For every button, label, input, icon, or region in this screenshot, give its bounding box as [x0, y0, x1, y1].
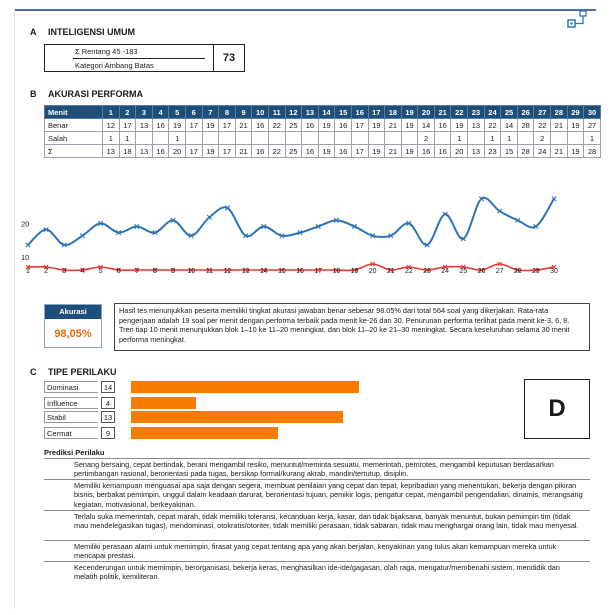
table-cell	[136, 132, 153, 145]
accuracy-label: Akurasi	[45, 305, 101, 319]
prediction-item: Kecenderungan untuk memimpin, berorganisasi, bekerja keras, menghasilkan ide-ide/gagasan, olah raga, mengatur/membenahi sistem, mendidik dan melatih politik, kemiliteran.	[74, 563, 560, 582]
table-cell: 25	[501, 106, 518, 119]
table-cell: 26	[517, 106, 534, 119]
table-cell: 17	[119, 119, 136, 132]
section-b-title: AKURASI PERFORMA	[48, 89, 144, 99]
trait-label: Influence	[44, 397, 98, 409]
x-tick-label-16: 16	[296, 268, 304, 275]
y-tick-label-10: 10	[21, 253, 30, 263]
table-cell	[567, 132, 584, 145]
x-tick-label-24: 24	[441, 268, 450, 275]
x-tick-label-9: 9	[171, 268, 176, 275]
x-tick-label-28: 28	[513, 268, 522, 275]
table-header-row	[45, 106, 601, 119]
x-tick-label-26: 26	[477, 268, 486, 275]
table-cell	[434, 132, 451, 145]
table-row	[45, 119, 601, 132]
x-tick-label-20: 20	[368, 268, 377, 275]
table-cell: 24	[534, 145, 551, 158]
table-cell: 13	[302, 106, 319, 119]
x-tick-label-11: 11	[205, 268, 214, 275]
table-cell	[401, 132, 418, 145]
table-cell: 21	[385, 119, 402, 132]
x-tick-label-14: 14	[259, 268, 268, 275]
trait-label: Stabil	[44, 411, 98, 423]
table-cell: 13	[468, 145, 485, 158]
x-tick-label-25: 25	[459, 268, 468, 275]
table-cell: 16	[418, 145, 435, 158]
prediction-item: Memiliki perasaan alami untuk memimpin, firasat yang cepat tentang apa yang akan berjalan, kenyakinan yang tulus akan kemampuan mereka untuk mencapai prestasi.	[74, 542, 557, 561]
table-cell: 1	[119, 132, 136, 145]
table-cell: 21	[235, 119, 252, 132]
table-cell: 9	[235, 106, 252, 119]
row-label: Salah	[45, 132, 103, 145]
x-tick-label-12: 12	[223, 268, 232, 275]
performance-chart	[14, 168, 600, 280]
series-line-salah	[28, 264, 554, 271]
table-cell	[285, 132, 302, 145]
table-cell: 22	[268, 119, 285, 132]
table-cell: 2	[534, 132, 551, 145]
section-b-letter: B	[30, 89, 37, 99]
table-cell: 14	[418, 119, 435, 132]
table-cell	[551, 132, 568, 145]
table-cell: 22	[451, 106, 468, 119]
table-cell: 14	[318, 106, 335, 119]
table-cell: 23	[484, 145, 501, 158]
table-cell: 16	[252, 119, 269, 132]
trait-label: Cermat	[44, 427, 98, 439]
table-cell: 18	[385, 106, 402, 119]
table-cell: 16	[152, 119, 169, 132]
table-cell: 18	[119, 145, 136, 158]
row-label: Σ	[45, 145, 103, 158]
table-cell: 3	[136, 106, 153, 119]
table-row	[45, 145, 601, 158]
table-cell: 13	[103, 145, 120, 158]
table-cell: 14	[501, 119, 518, 132]
table-cell: 1	[103, 106, 120, 119]
prediction-divider	[44, 561, 590, 562]
trait-bar	[131, 427, 278, 439]
table-cell	[335, 132, 352, 145]
table-cell: 10	[252, 106, 269, 119]
series-line-sigma	[28, 198, 554, 245]
table-cell: 12	[103, 119, 120, 132]
section-c-title: TIPE PERILAKU	[48, 367, 117, 377]
table-cell: 19	[318, 119, 335, 132]
x-tick-label-8: 8	[153, 268, 157, 275]
trait-value: 14	[101, 381, 115, 393]
table-cell: 19	[202, 145, 219, 158]
table-row	[45, 132, 601, 145]
table-cell: 6	[185, 106, 202, 119]
table-cell: 28	[517, 145, 534, 158]
table-cell: 13	[136, 119, 153, 132]
x-tick-label-13: 13	[241, 268, 250, 275]
table-cell: 16	[335, 145, 352, 158]
table-cell: 1	[584, 132, 601, 145]
table-cell: 16	[434, 145, 451, 158]
trait-bar	[131, 397, 196, 409]
table-cell: 23	[468, 106, 485, 119]
table-cell: 21	[385, 145, 402, 158]
table-cell: 16	[335, 119, 352, 132]
section-a-letter: A	[30, 27, 37, 37]
table-cell: 17	[351, 145, 368, 158]
table-cell: 20	[169, 145, 186, 158]
table-cell: 5	[169, 106, 186, 119]
table-cell: 1	[451, 132, 468, 145]
y-tick-label-20: 20	[21, 219, 30, 229]
x-tick-label-23: 23	[423, 268, 431, 275]
table-cell: 2	[119, 106, 136, 119]
table-cell	[368, 132, 385, 145]
prediction-item: Senang bersaing, cepat bertindak, berani mengambil resiko, menuntut/meminta sesuatu, memerintah, pemrotes, mengambil keputusan berdasarkan pertimbangan rasional, berorientasi pada tugas, bersikap formal/kurang akrab, mandiri/tertutup, disiplin.	[74, 460, 554, 479]
table-cell: 20	[418, 106, 435, 119]
x-tick-label-18: 18	[332, 268, 341, 275]
table-cell: 17	[185, 119, 202, 132]
table-cell: 19	[169, 119, 186, 132]
range-label: Σ Rentang 45 -183	[75, 47, 138, 56]
table-cell: 16	[252, 145, 269, 158]
behavior-type-letter: D	[524, 379, 590, 439]
x-tick-label-29: 29	[531, 268, 540, 275]
x-tick-label-3: 3	[62, 268, 67, 275]
table-cell: 19	[318, 145, 335, 158]
x-tick-label-10: 10	[187, 268, 196, 275]
table-cell: 21	[551, 119, 568, 132]
table-cell: 19	[567, 145, 584, 158]
x-tick-label-1: 1	[26, 268, 30, 275]
table-cell	[385, 132, 402, 145]
table-cell: 21	[434, 106, 451, 119]
table-cell: 19	[368, 119, 385, 132]
table-cell: 2	[418, 132, 435, 145]
trait-bar	[131, 381, 359, 393]
table-cell: 28	[517, 119, 534, 132]
table-cell	[235, 132, 252, 145]
x-tick-label-22: 22	[404, 268, 413, 275]
table-cell: 29	[567, 106, 584, 119]
intelligence-score-box	[44, 44, 245, 72]
table-cell: 20	[451, 145, 468, 158]
x-tick-label-2: 2	[44, 268, 49, 275]
table-cell: 21	[551, 145, 568, 158]
table-cell: 30	[584, 106, 601, 119]
table-cell: 16	[152, 145, 169, 158]
table-cell: 11	[268, 106, 285, 119]
table-cell: 7	[202, 106, 219, 119]
prediction-title: Prediksi Perilaku	[44, 448, 105, 457]
accuracy-box	[44, 304, 102, 348]
trait-value: 13	[101, 411, 115, 423]
table-cell: 21	[235, 145, 252, 158]
table-cell: 1	[484, 132, 501, 145]
table-cell	[302, 132, 319, 145]
accuracy-description: Hasil tes menunjukkan peserta memiliki tingkat akurasi jawaban benar sebesar 98.05% dari total 564 soal yang dikerjakan. Rata-rata pengerjaan adalah 19 soal per menit dengan performa terbaik pada menit ke-26 dan 30. Penurunan performa terlihat pada menit ke-3, 6, 8. Tren tiap 10 menit menunjukkan blok 1–10 ke 11–20 meningkat, dan blok 11–20 ke 21–30 meningkat. Secara keseluruhan selama 30 menit performa meningkat.	[114, 303, 590, 351]
table-cell	[517, 132, 534, 145]
table-cell: 12	[285, 106, 302, 119]
table-cell: 19	[368, 145, 385, 158]
table-cell: 1	[103, 132, 120, 145]
table-cell	[351, 132, 368, 145]
table-cell: 17	[185, 145, 202, 158]
trait-value: 9	[101, 427, 115, 439]
trait-label: Dominasi	[44, 381, 98, 393]
table-cell	[318, 132, 335, 145]
table-cell: 8	[219, 106, 236, 119]
prediction-item: Terlalu suka memerintah, cepat marah, tidak memiliki toleransi, kecanduan kerja, kasar, dan tidak bijaksana, banyak menuntut, bukan pemimpin tim (tidak mau mendelegasikan tugas), mendominasi, otokratis/otoriter, tidak memiliki perasaan, tidak sabaran, tidak mau menghargai orang lain, tidak mau menyesal.	[74, 512, 579, 531]
table-cell: 1	[169, 132, 186, 145]
table-cell: 22	[268, 145, 285, 158]
section-c-letter: C	[30, 367, 37, 377]
table-cell: 13	[136, 145, 153, 158]
trait-value: 4	[101, 397, 115, 409]
row-label: Benar	[45, 119, 103, 132]
intelligence-score: 73	[222, 52, 236, 64]
prediction-divider	[44, 540, 590, 541]
x-tick-label-19: 19	[350, 268, 359, 275]
prediction-divider	[44, 458, 590, 459]
table-cell: 27	[534, 106, 551, 119]
x-tick-label-21: 21	[386, 268, 395, 275]
row-label: Menit	[45, 106, 103, 119]
x-tick-label-5: 5	[98, 268, 103, 275]
table-cell: 19	[451, 119, 468, 132]
table-cell: 22	[484, 119, 501, 132]
data-point-sigma-1	[26, 243, 30, 247]
table-cell: 4	[152, 106, 169, 119]
table-cell: 16	[302, 145, 319, 158]
table-cell	[185, 132, 202, 145]
x-tick-label-30: 30	[550, 268, 558, 275]
table-cell: 19	[401, 106, 418, 119]
table-cell: 15	[335, 106, 352, 119]
table-cell: 17	[368, 106, 385, 119]
x-tick-label-15: 15	[278, 268, 286, 275]
x-tick-label-4: 4	[80, 268, 85, 275]
trait-bar	[131, 411, 343, 423]
table-cell	[219, 132, 236, 145]
table-cell: 1	[501, 132, 518, 145]
x-tick-label-17: 17	[314, 268, 323, 275]
table-cell: 24	[484, 106, 501, 119]
table-cell: 27	[584, 119, 601, 132]
accuracy-value: 98,05%	[54, 328, 92, 340]
left-border	[14, 9, 15, 609]
table-cell: 17	[351, 119, 368, 132]
table-cell: 22	[534, 119, 551, 132]
table-cell: 13	[468, 119, 485, 132]
table-cell: 15	[501, 145, 518, 158]
x-tick-label-27: 27	[495, 268, 504, 275]
top-border	[14, 9, 596, 11]
table-cell: 16	[302, 119, 319, 132]
hierarchy-node-icon[interactable]	[567, 10, 591, 30]
table-cell	[468, 132, 485, 145]
table-cell: 19	[401, 145, 418, 158]
category-label: Kategori Ambang Batas	[75, 61, 154, 70]
performance-table	[44, 105, 601, 158]
table-cell	[252, 132, 269, 145]
table-cell: 19	[567, 119, 584, 132]
table-cell: 17	[219, 145, 236, 158]
table-cell: 19	[401, 119, 418, 132]
table-cell: 28	[584, 145, 601, 158]
table-cell: 16	[434, 119, 451, 132]
table-cell	[202, 132, 219, 145]
table-cell: 19	[202, 119, 219, 132]
table-cell: 25	[285, 119, 302, 132]
table-cell	[268, 132, 285, 145]
prediction-divider	[44, 479, 590, 480]
table-cell: 28	[551, 106, 568, 119]
table-cell	[152, 132, 169, 145]
prediction-item: Memiliki kemampuan menguasai apa saja dengan segera, membuat penilaian yang cepat dan tepat, kepribadian yang menentukan, bekerja dengan pikiran bisnis, berbakat pemimpin, unggul dalam keadaan darurat, berorientasi tujuan, pemikir logis, pengatur cepat, mengambil pengendalian, dinamis, merangsang kegiatan, motivasional, berkeyakinan.	[74, 481, 583, 509]
table-cell: 16	[351, 106, 368, 119]
table-cell: 17	[219, 119, 236, 132]
box-divider	[73, 58, 205, 59]
section-a-title: INTELIGENSI UMUM	[48, 27, 135, 37]
x-tick-label-7: 7	[134, 268, 139, 275]
prediction-divider	[44, 510, 590, 511]
x-tick-label-6: 6	[116, 268, 121, 275]
table-cell: 25	[285, 145, 302, 158]
